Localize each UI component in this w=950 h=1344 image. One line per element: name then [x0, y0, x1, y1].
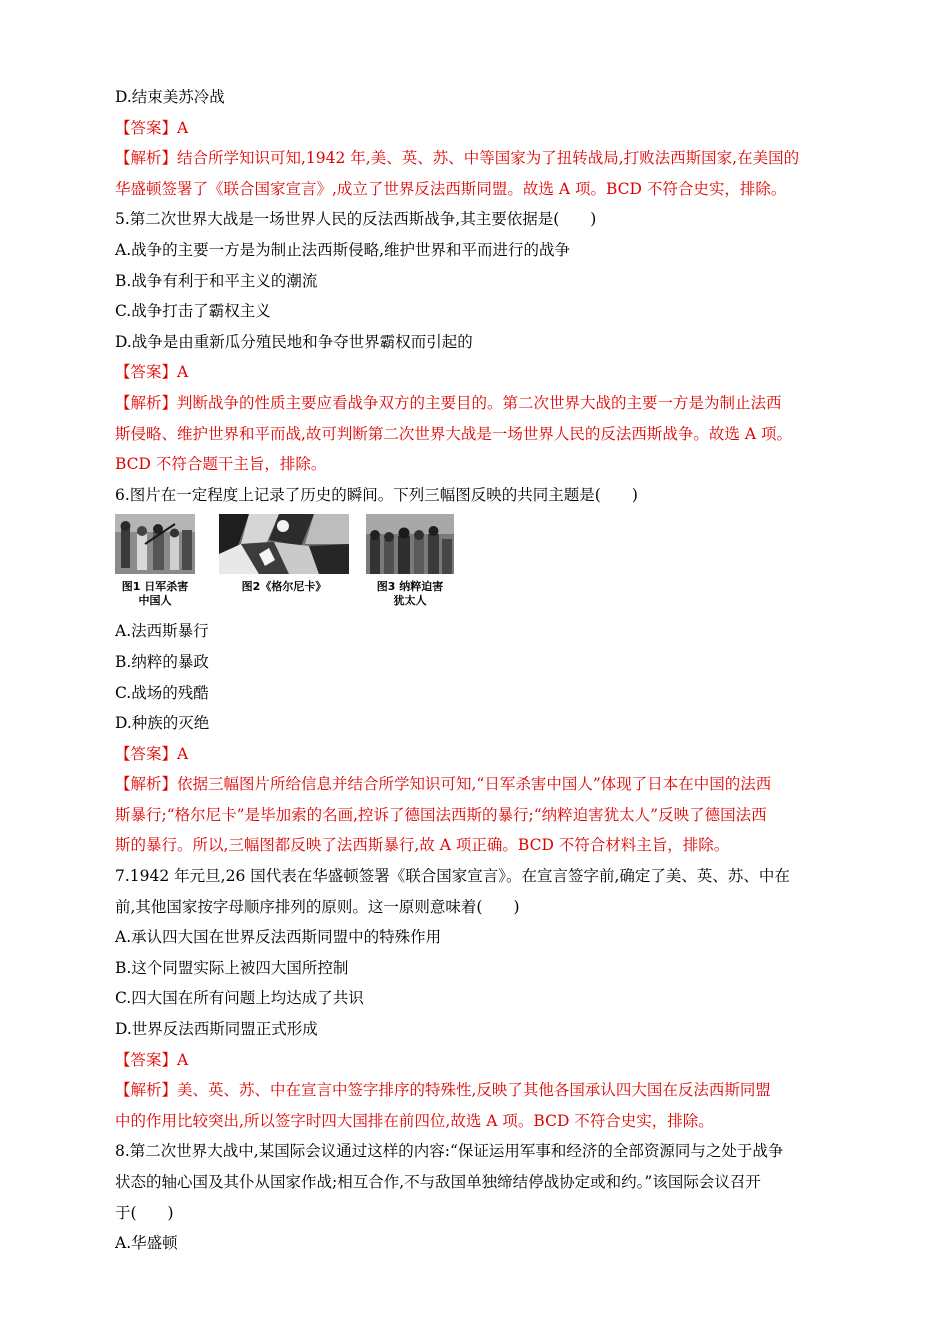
figure-2-painting [219, 514, 349, 574]
figure-3-caption-line: 犹太人 [393, 594, 427, 608]
document-content [115, 82, 840, 1259]
q6-figures [115, 514, 840, 614]
q5-analysis-line: 斯侵略、维护世界和平而战,故可判断第二次世界大战是一场世界人民的反法西斯战争。故选 A 项。 [115, 424, 792, 443]
q7-answer: 【答案】A [115, 1050, 189, 1069]
q8-stem-line: 于( ) [115, 1203, 174, 1222]
q6-option-d: D.种族的灭绝 [115, 714, 210, 733]
q6-analysis-line: 斯的暴行。所以,三幅图都反映了法西斯暴行,故 A 项正确。BCD 不符合材料主旨，排除。 [115, 836, 730, 855]
figure-1-caption [115, 580, 195, 608]
figure-2-caption-line: 图2《格尔尼卡》 [241, 580, 327, 594]
figure-1-caption-line: 图1 日军杀害 [121, 580, 189, 594]
q4-answer: 【答案】A [115, 118, 189, 137]
q7-stem-line: 前,其他国家按字母顺序排列的原则。这一原则意味着( ) [115, 897, 520, 916]
q6-option-b: B.纳粹的暴政 [115, 652, 209, 671]
q7-option-d: D.世界反法西斯同盟正式形成 [115, 1020, 318, 1039]
q6-answer: 【答案】A [115, 744, 189, 763]
q6-option-c: C.战场的残酷 [115, 683, 209, 702]
q6-analysis-line: 【解析】依据三幅图片所给信息并结合所学知识可知,“日军杀害中国人”体现了日本在中国的法西 [115, 775, 772, 794]
q7-analysis-line: 【解析】美、英、苏、中在宣言中签字排序的特殊性,反映了其他各国承认四大国在反法西斯同盟 [115, 1081, 771, 1100]
q5-answer: 【答案】A [115, 363, 189, 382]
q6-analysis-line: 斯暴行;“格尔尼卡”是毕加索的名画,控诉了德国法西斯的暴行;“纳粹迫害犹太人”反映了德国法西 [115, 805, 767, 824]
q4-option-d: D.结束美苏冷战 [115, 88, 225, 106]
q7-option-a: A.承认四大国在世界反法西斯同盟中的特殊作用 [115, 928, 442, 947]
figure-1-photo [115, 514, 195, 574]
figure-1 [115, 514, 195, 608]
q6-option-a: A.法西斯暴行 [115, 622, 209, 641]
figure-3-photo [366, 514, 454, 574]
figure-2 [219, 514, 349, 594]
figure-3-caption [366, 580, 454, 608]
q5-analysis-line: 【解析】判断战争的性质主要应看战争双方的主要目的。第二次世界大战的主要一方是为制止法西 [115, 393, 782, 412]
q4-analysis-line: 华盛顿签署了《联合国家宣言》,成立了世界反法西斯同盟。故选 A 项。BCD 不符合史实，排除。 [115, 179, 787, 198]
figure-3-caption-line: 图3 纳粹迫害 [376, 580, 444, 594]
q7-option-c: C.四大国在所有问题上均达成了共识 [115, 989, 364, 1008]
q5-option-b: B.战争有利于和平主义的潮流 [115, 271, 318, 290]
q7-analysis-line: 中的作用比较突出,所以签字时四大国排在前四位,故选 A 项。BCD 不符合史实，排除。 [115, 1111, 714, 1130]
q5-option-c: C.战争打击了霸权主义 [115, 302, 271, 321]
q8-stem-line: 8.第二次世界大战中,某国际会议通过这样的内容:“保证运用军事和经济的全部资源同与之处于战争 [115, 1142, 784, 1161]
q5-stem: 5.第二次世界大战是一场世界人民的反法西斯战争,其主要依据是( ) [115, 210, 597, 229]
figure-1-caption-line: 中国人 [138, 594, 172, 608]
figure-2-caption [219, 580, 349, 594]
q7-stem-line: 7.1942 年元旦,26 国代表在华盛顿签署《联合国家宣言》。在宣言签字前,确定了美、英、苏、中在 [115, 867, 790, 886]
q8-option-a: A.华盛顿 [115, 1234, 178, 1253]
q5-option-d: D.战争是由重新瓜分殖民地和争夺世界霸权而引起的 [115, 332, 473, 351]
q8-stem-line: 状态的轴心国及其仆从国家作战;相互合作,不与敌国单独缔结停战协定或和约。”该国际会议召开 [115, 1173, 761, 1191]
q4-analysis-line: 【解析】结合所学知识可知,1942 年,美、英、苏、中等国家为了扭转战局,打败法西斯国家,在美国的 [115, 149, 800, 168]
q7-option-b: B.这个同盟实际上被四大国所控制 [115, 958, 349, 977]
q5-analysis-line: BCD 不符合题干主旨，排除。 [115, 455, 327, 474]
q5-option-a: A.战争的主要一方是为制止法西斯侵略,维护世界和平而进行的战争 [115, 240, 571, 259]
q6-stem: 6.图片在一定程度上记录了历史的瞬间。下列三幅图反映的共同主题是( ) [115, 485, 638, 504]
figure-3 [366, 514, 454, 608]
